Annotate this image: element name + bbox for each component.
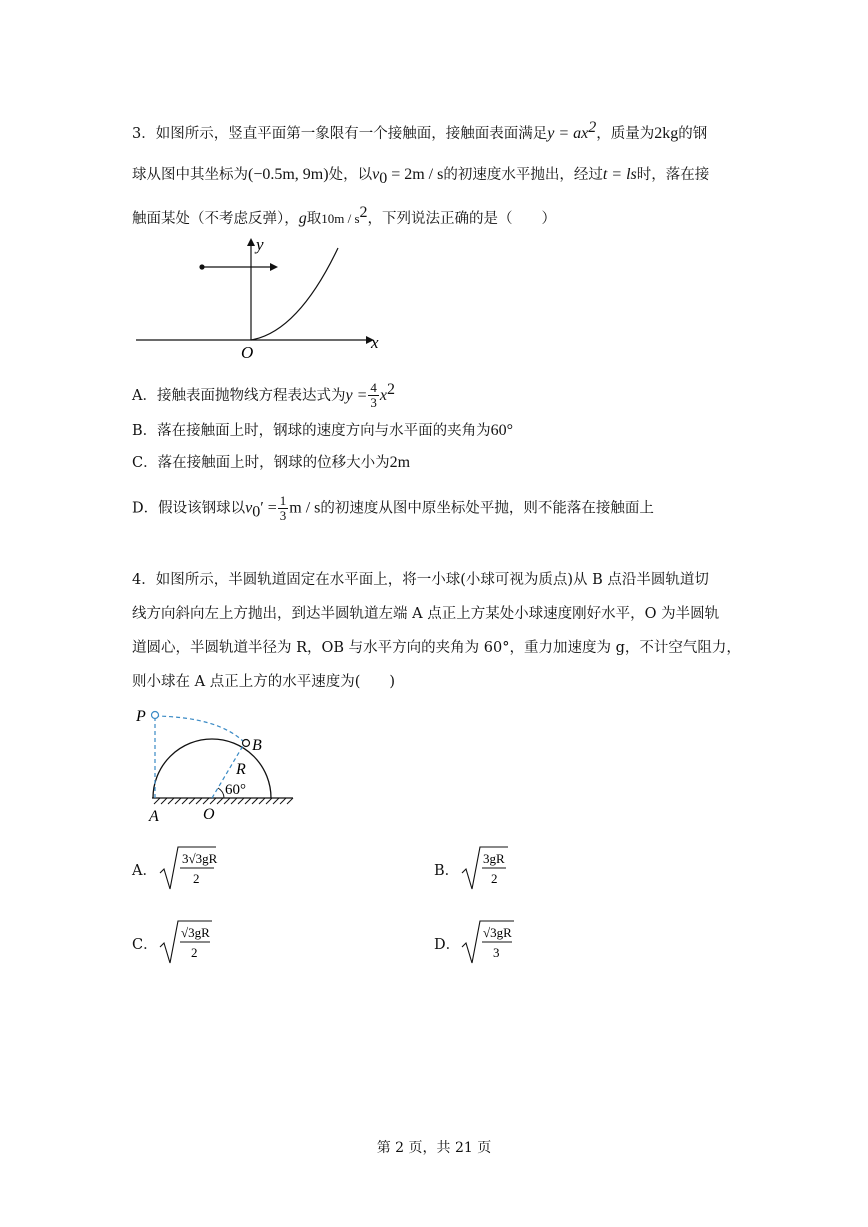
page-footer: 第 2 页，共 21 页 (376, 1140, 492, 1156)
svg-text:3√3gR: 3√3gR (182, 851, 218, 866)
svg-text:2: 2 (191, 945, 198, 960)
q3-equation: y = ax (547, 124, 589, 142)
sqrt-icon (460, 843, 510, 893)
trajectory-path (155, 716, 244, 742)
svg-text:2: 2 (491, 871, 498, 886)
label-b: B (252, 737, 262, 754)
label-p: P (136, 708, 146, 725)
q3-time: t = ls (602, 166, 637, 183)
q4-line-4: 则小球在 A 点正上方的水平速度为( ) (132, 674, 396, 690)
sqrt-icon (158, 843, 218, 893)
q4-line-2: 线方向斜向左上方抛出，到达半圆轨道左端 A 点正上方某处小球速度刚好水平，O 为半圆轨 (132, 606, 720, 622)
q3-parabola-figure (128, 232, 388, 362)
q3-option-c[interactable]: C．落在接触面上时，钢球的位移大小为2m (132, 454, 411, 471)
q4-option-b[interactable]: B． 3gR 2 (434, 843, 554, 893)
q3-initial-velocity: = 2m / s (387, 166, 444, 183)
q4-line-3: 道圆心，半圆轨道半径为 R，OB 与水平方向的夹角为 60°，重力加速度为 g，不计空气阻力， (132, 640, 741, 656)
q4-option-a[interactable]: A． 3√3gR 2 (132, 843, 252, 893)
point-p (152, 712, 159, 719)
q3-line-3: 触面某处（不考虑反弹），g取$10m / s^2$，下列说法正确的是（ ） (132, 204, 557, 227)
parabola-curve (251, 248, 338, 340)
angle-arc (218, 788, 224, 798)
q4-line-1: 4．如图所示，半圆轨道固定在水平面上，将一小球(小球可视为质点)从 B 点沿半圆轨道切 (132, 572, 709, 588)
label-a: A (149, 808, 159, 825)
fraction: $\frac{1}{3}$ (279, 493, 287, 523)
label-o: O (203, 806, 215, 823)
q4-option-d[interactable]: D． √3gR 3 (434, 917, 554, 967)
y-axis-arrow-icon (247, 238, 255, 246)
y-label: y (256, 235, 264, 254)
label-r: R (236, 761, 246, 778)
q3-mass: 2kg (654, 124, 679, 142)
velocity-arrow-icon (270, 263, 278, 271)
q3-line-1: 3．如图所示，竖直平面第一象限有一个接触面，接触面表面满足$y = ax^2$，质量为2kg的钢 (132, 119, 708, 142)
sqrt-icon (460, 917, 516, 967)
svg-text:3gR: 3gR (483, 851, 505, 866)
q4-option-c[interactable]: C． √3gR 2 (132, 917, 252, 967)
q3-option-a[interactable]: A．接触表面抛物线方程表达式为y = $\frac{4}{3}$ $x^2$ (132, 380, 395, 411)
fraction: $\frac{4}{3}$ (370, 380, 377, 411)
svg-text:3: 3 (493, 945, 500, 960)
q3-text: 3．如图所示，竖直平面第一象限有一个接触面，接触面表面满足 (132, 125, 548, 142)
q3-gravity: 10m / s (321, 210, 360, 226)
origin-label: O (241, 343, 254, 362)
q3-option-b[interactable]: B．落在接触面上时，钢球的速度方向与水平面的夹角为60° (132, 422, 514, 439)
label-angle: 60° (225, 782, 246, 798)
svg-text:2: 2 (193, 871, 200, 886)
svg-text:√3gR: √3gR (483, 925, 512, 940)
q3-option-d[interactable]: D．假设该钢球以$v_0'$ = $\frac{1}{3}$ m / s的初速度从图中原坐标处平抛，则不能落在接触面上 (132, 493, 654, 523)
svg-text:√3gR: √3gR (181, 925, 210, 940)
q4-semicircle-figure (128, 703, 308, 833)
sqrt-icon (158, 917, 214, 967)
ground-hatch (154, 798, 293, 804)
q3-coordinate: (−0.5m, 9m) (248, 166, 329, 183)
point-b (243, 740, 250, 747)
x-label: x (371, 333, 379, 352)
q3-line-2: 球从图中其坐标为(−0.5m, 9m)处，以$v_0 = 2m / s$的初速度水平抛出，经过t = ls时，落在接 (132, 166, 710, 187)
